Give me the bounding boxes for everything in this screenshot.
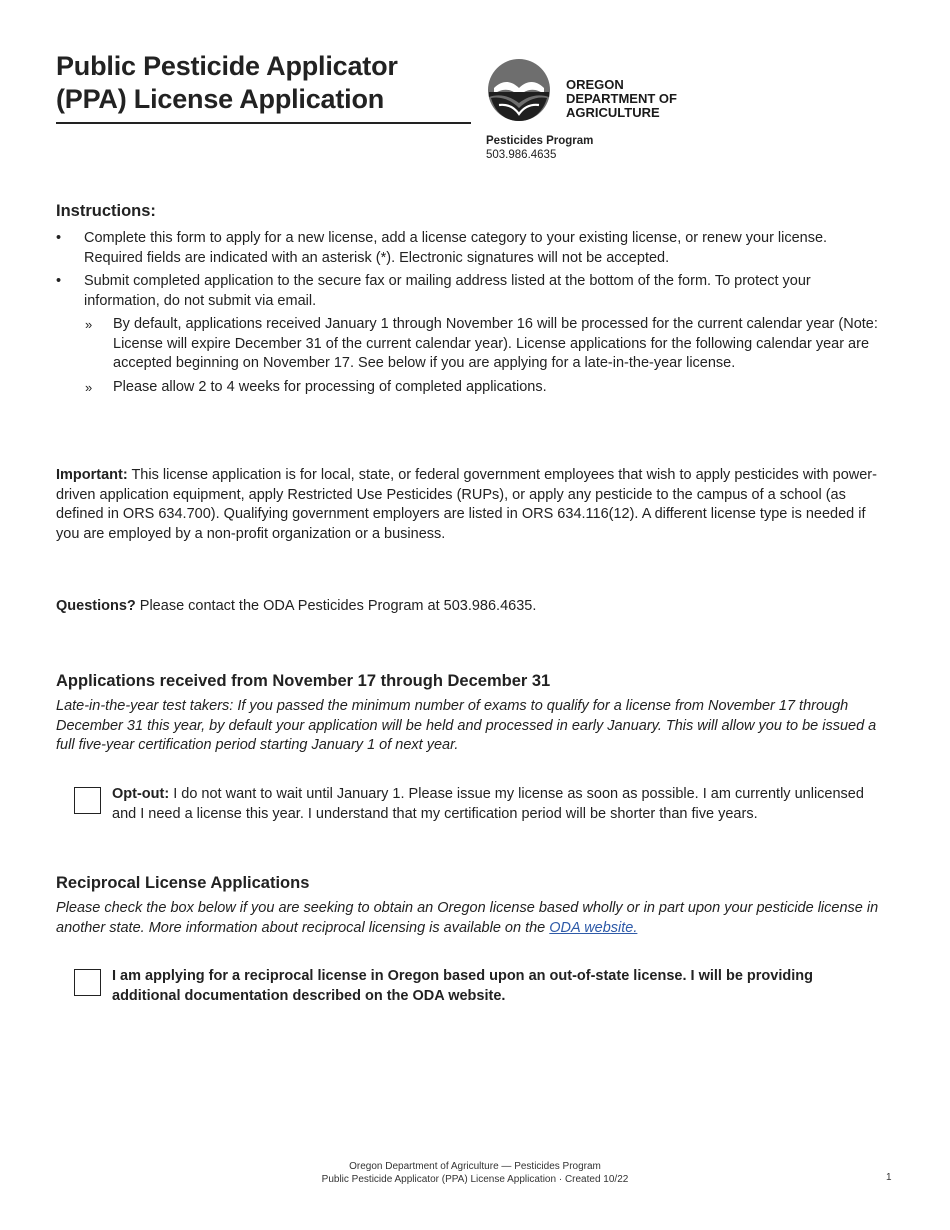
- program-name: Pesticides Program: [486, 135, 594, 147]
- late-applications-heading: Applications received from November 17 through December 31: [56, 672, 551, 690]
- bullet-marker: •: [56, 230, 62, 246]
- instruction-subtext: By default, applications received January 1 through November 16 will be processed for the current calendar year (Note: License will expire December 31 of the current calendar year). License applications for the following calendar year are accepted beginning on November 17. See below if you are applying for a late-in-the-year license.: [113, 316, 878, 371]
- list-item: [56, 229, 886, 268]
- opt-out-checkbox[interactable]: [74, 787, 101, 814]
- reciprocal-intro-text: Please check the box below if you are seeking to obtain an Oregon license based wholly or in part upon your pesticide license in another state. More information about reciprocal licensing is available on the: [56, 900, 879, 936]
- sub-bullet-marker: »: [85, 317, 93, 332]
- oda-website-link[interactable]: ODA website.: [549, 919, 638, 936]
- reciprocal-checkbox-label: I am applying for a reciprocal license in Oregon based upon an out-of-state license. I will be providing additional documentation described on the ODA website.: [112, 968, 813, 1004]
- oda-logo: [487, 58, 707, 124]
- sub-bullet-marker: »: [85, 379, 93, 395]
- oda-logo-mark-icon: [487, 58, 553, 124]
- questions-note: [56, 597, 886, 617]
- important-note: [56, 466, 886, 544]
- instructions-list: [56, 229, 886, 401]
- bullet-marker: •: [56, 273, 62, 289]
- instruction-text: Submit completed application to the secure fax or mailing address listed at the bottom of the form. To protect your information, do not submit via email.: [84, 273, 811, 309]
- important-label: Important:: [56, 467, 128, 483]
- program-phone: 503.986.4635: [486, 149, 557, 161]
- footer-line-2: Public Pesticide Applicator (PPA) License Application · Created 10/22: [321, 1174, 629, 1185]
- title-line-2: (PPA) License Application: [56, 84, 385, 114]
- sub-list-item: [56, 378, 886, 398]
- opt-out-text: I do not want to wait until January 1. Please issue my license as soon as possible. I am currently unlicensed and I need a license this year. I understand that my certification period will be shorter than five years.: [112, 786, 864, 822]
- logo-line-1: OREGON: [566, 77, 624, 92]
- page-title: [56, 50, 471, 124]
- logo-line-3: AGRICULTURE: [566, 105, 660, 120]
- sub-list-item: [56, 315, 886, 374]
- opt-out-label: [112, 785, 872, 824]
- instruction-subtext: Please allow 2 to 4 weeks for processing of completed applications.: [113, 378, 547, 395]
- questions-label: Questions?: [56, 598, 136, 614]
- reciprocal-intro: [56, 899, 886, 938]
- footer-line-1: Oregon Department of Agriculture — Pesticides Program: [349, 1161, 601, 1172]
- page-footer: [0, 1160, 950, 1186]
- list-item: [56, 272, 886, 311]
- logo-line-2: DEPARTMENT OF: [566, 91, 677, 106]
- instruction-text: Complete this form to apply for a new license, add a license category to your existing license, or renew your license. Required fields are indicated with an asterisk (*). Electronic signatures will not be accepted.: [84, 230, 828, 266]
- reciprocal-heading: Reciprocal License Applications: [56, 874, 310, 892]
- page-number: 1: [886, 1172, 892, 1183]
- late-applications-text: Late-in-the-year test takers: If you passed the minimum number of exams to qualify for a license from November 17 through December 31 this year, by default your application will be held and processed in early January. This will allow you to be issued a full five-year certification period starting January 1 of next year.: [56, 698, 877, 753]
- reciprocal-checkbox[interactable]: [74, 969, 101, 996]
- instructions-heading: Instructions:: [56, 202, 156, 220]
- opt-out-label-bold: Opt-out:: [112, 786, 170, 802]
- logo-text: [566, 78, 677, 120]
- title-line-1: Public Pesticide Applicator: [56, 51, 398, 81]
- questions-text: Please contact the ODA Pesticides Program at 503.986.4635.: [135, 598, 537, 614]
- important-text: This license application is for local, state, or federal government employees that wish to apply pesticides with power-driven application equipment, apply Restricted Use Pesticides (RUPs), or apply any pesticide to the campus of a school (as defined in ORS 634.700). Qualifying government employers are listed in ORS 634.116(12). A different license type is needed if you are employed by a non-profit organization or a business.: [56, 467, 877, 542]
- program-contact: [486, 134, 593, 162]
